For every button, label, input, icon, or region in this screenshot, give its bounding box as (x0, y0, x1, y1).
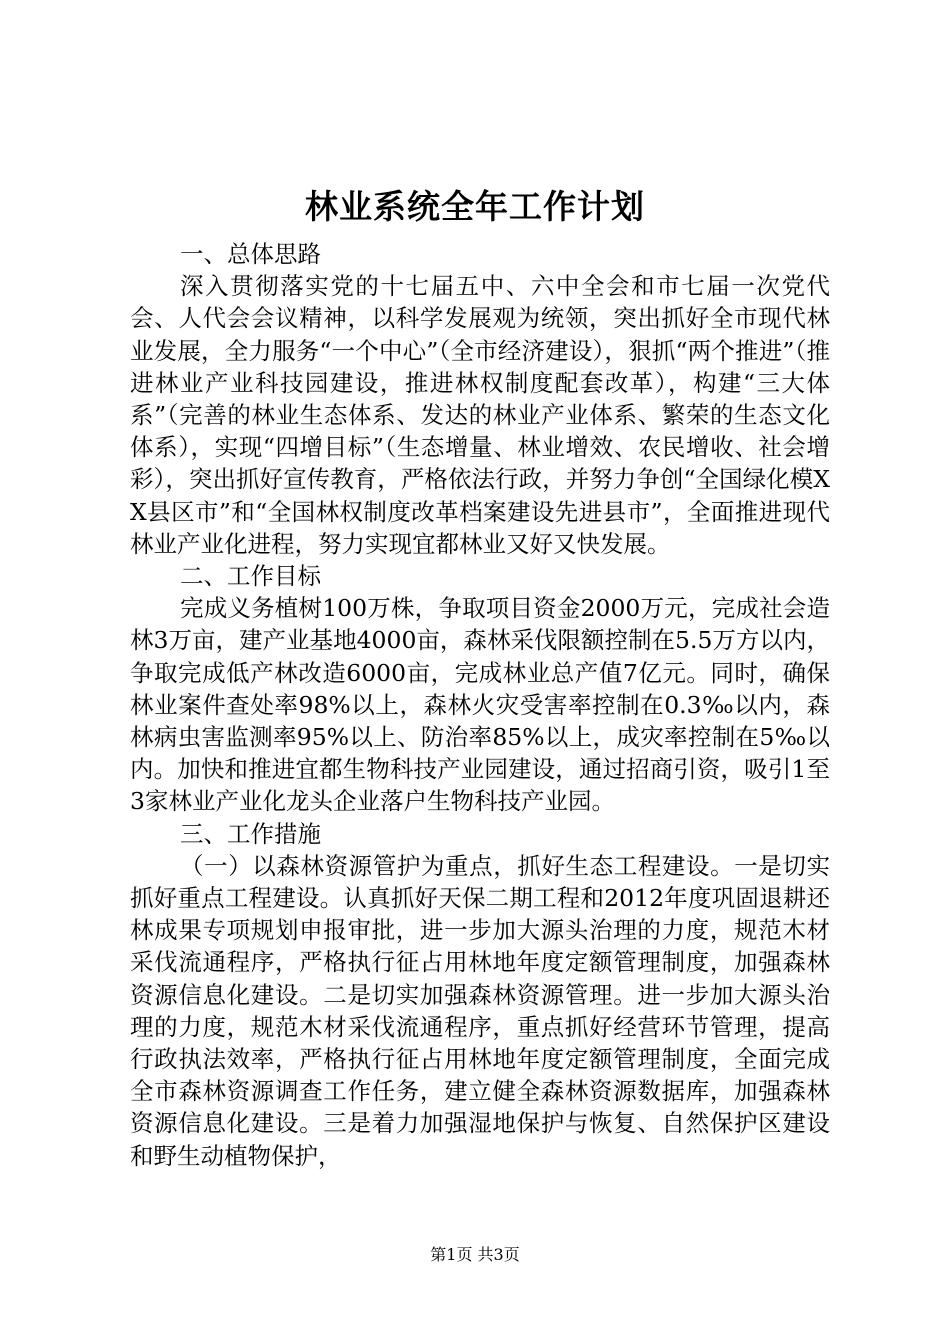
page-number-footer: 第1页 共3页 (430, 1245, 520, 1264)
section-heading-work-goals: 二、工作目标 (180, 562, 321, 591)
document-body (130, 238, 830, 1172)
document-title: 林业系统全年工作计划 (305, 187, 645, 226)
section-paragraph-work-goals: 完成义务植树100万株，争取项目资金2000万元，完成社会造林3万亩，建产业基地4000亩，森林采伐限额控制在5.5万方以内，争取完成低产林改造6000亩，完成林业总产值7亿元。同时，确保林业案件查处率98%以上，森林火灾受害率控制在0.3‰以内，森林病虫害监测率95%以上、防治率85%以上，成灾率控制在5‰以内。加快和推进宜都生物科技产业园建设，通过招商引资，吸引1至3家林业产业化龙头企业落户生物科技产业园。 (130, 594, 830, 816)
section-heading-overall-approach: 一、总体思路 (180, 240, 321, 268)
section-heading-work-measures: 三、工作措施 (180, 819, 321, 848)
section-paragraph-overall-approach: 深入贯彻落实党的十七届五中、六中全会和市七届一次党代会、人代会会议精神，以科学发展观为统领，突出抓好全市现代林业发展，全力服务“一个中心”（全市经济建设），狠抓“两个推进”（推进林业产业科技园建设，推进林权制度配套改革），构建“三大体系”（完善的林业生态体系、发达的林业产业体系、繁荣的生态文化体系），实现“四增目标”（生态增量、林业增效、农民增收、社会增彩），突出抓好宣传教育，严格依法行政，并努力争创“全国绿化模XX县区市”和“全国林权制度改革档案建设先进县市”，全面推进现代林业产业化进程，努力实现宜都林业又好又快发展。 (130, 272, 830, 558)
section-paragraph-work-measures: （一）以森林资源管护为重点，抓好生态工程建设。一是切实抓好重点工程建设。认真抓好天保二期工程和2012年度巩固退耕还林成果专项规划申报审批，进一步加大源头治理的力度，规范木材采伐流通程序，严格执行征占用林地年度定额管理制度，加强森林资源信息化建设。二是切实加强森林资源管理。进一步加大源头治理的力度，规范木材采伐流通程序，重点抓好经营环节管理，提高行政执法效率，严格执行征占用林地年度定额管理制度，全面完成全市森林资源调查工作任务，建立健全森林资源数据库，加强森林资源信息化建设。三是着力加强湿地保护与恢复、自然保护区建设和野生动植物保护， (130, 851, 830, 1170)
